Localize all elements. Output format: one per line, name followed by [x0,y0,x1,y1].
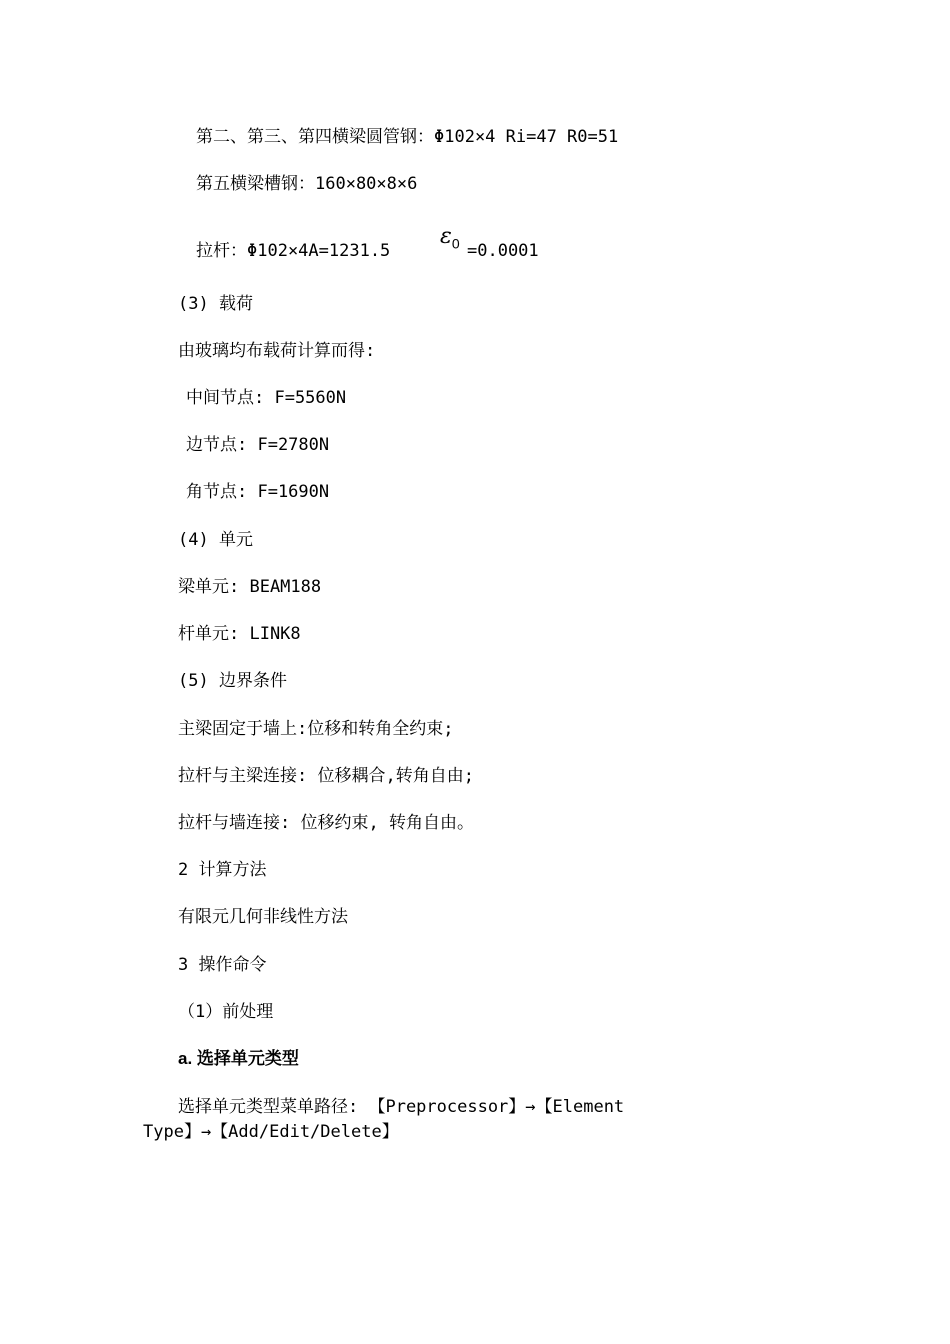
node-mid-load: 中间节点: F=5560N [186,388,347,408]
boundary-condition-2: 拉杆与主梁连接: 位移耦合,转角自由; [178,766,474,786]
boundary-condition-1: 主梁固定于墙上:位移和转角全约束; [178,719,454,739]
epsilon-symbol: $\varepsilon_0$ [440,224,460,252]
boundary-condition-3: 拉杆与墙连接: 位移约束, 转角自由。 [178,813,474,833]
section-element: (4) 单元 [178,530,253,550]
load-intro: 由玻璃均布载荷计算而得: [178,341,376,361]
beam-spec-5: 第五横梁槽钢：160×80×8×6 [196,174,418,194]
rod-element: 杆单元: LINK8 [178,624,301,644]
node-corner-load: 角节点: F=1690N [186,482,330,502]
beam-element: 梁单元: BEAM188 [178,577,322,597]
node-edge-load: 边节点: F=2780N [186,435,330,455]
subsection-preprocess: （1）前处理 [178,1002,274,1022]
beam-spec-2-4: 第二、第三、第四横梁圆管钢：Φ102×4 Ri=47 R0=51 [196,127,619,147]
method-text: 有限元几何非线性方法 [178,907,348,927]
section-boundary: (5) 边界条件 [178,671,287,691]
section-load: (3) 载荷 [178,294,253,314]
rod-spec: 拉杆：Φ102×4A=1231.5 [196,241,391,261]
section-method: 2 计算方法 [178,860,267,880]
epsilon-value: =0.0001 [467,241,539,261]
section-commands: 3 操作命令 [178,955,267,975]
heading-select-element-type: a. 选择单元类型 [178,1049,299,1068]
menu-path-line-1: 选择单元类型菜单路径: 【Preprocessor】→【Element [178,1097,625,1117]
menu-path-line-2: Type】→【Add/Edit/Delete】 [143,1122,399,1142]
